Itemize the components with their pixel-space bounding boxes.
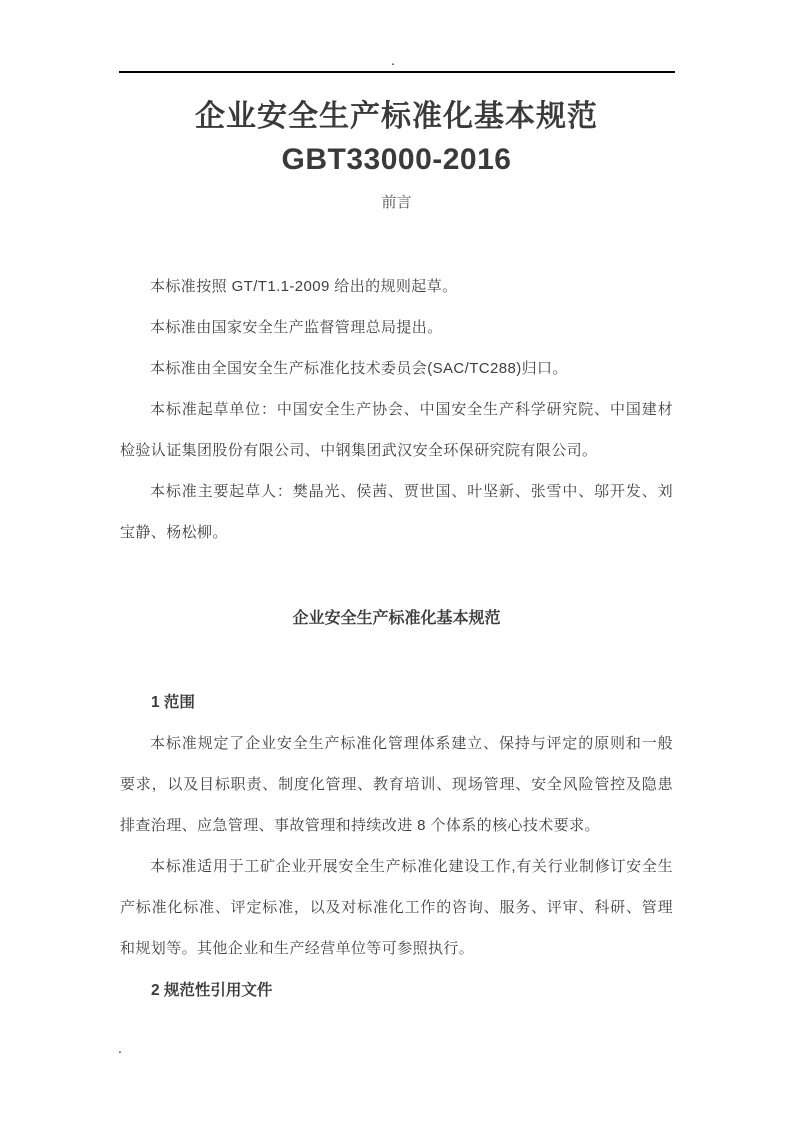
foreword-paragraph: 本标准主要起草人：樊晶光、侯茜、贾世国、叶坚新、张雪中、邬开发、刘宝静、杨松柳。 — [120, 483, 673, 541]
header-dot: . — [391, 52, 395, 68]
doc-title-line1: 企业安全生产标准化基本规范 — [195, 100, 598, 133]
scope-paragraph: 本标准规定了企业安全生产标准化管理体系建立、保持与评定的原则和一般要求，以及目标职责、制度化管理、教育培训、现场管理、安全风险管控及隐患排查治理、应急管理、事故管理和持续改进 8 个体系的核心技术要求。 — [120, 735, 673, 834]
clause-heading-scope: 1 范围 — [151, 694, 195, 711]
foreword-paragraph: 本标准按照 GT/T1.1-2009 给出的规则起草。 — [150, 278, 458, 295]
foreword-paragraph: 本标准由国家安全生产监督管理总局提出。 — [150, 319, 443, 336]
foreword-paragraph: 本标准由全国安全生产标准化技术委员会(SAC/TC288)归口。 — [150, 360, 568, 377]
footer-dot: . — [118, 1040, 122, 1056]
header-rule — [119, 71, 675, 73]
doc-title-line2: GBT33000-2016 — [281, 143, 512, 176]
scope-paragraph: 本标准适用于工矿企业开展安全生产标准化建设工作,有关行业制修订安全生产标准化标准、评定标准，以及对标准化工作的咨询、服务、评审、科研、管理和规划等。其他企业和生产经营单位等可参照执行。 — [120, 858, 673, 957]
clause-heading-normative-references: 2 规范性引用文件 — [151, 982, 273, 999]
foreword-paragraph: 本标准起草单位：中国安全生产协会、中国安全生产科学研究院、中国建材检验认证集团股份有限公司、中钢集团武汉安全环保研究院有限公司。 — [120, 401, 673, 459]
body-main-heading: 企业安全生产标准化基本规范 — [292, 610, 501, 627]
foreword-section — [120, 266, 673, 553]
foreword-heading: 前言 — [381, 194, 412, 211]
